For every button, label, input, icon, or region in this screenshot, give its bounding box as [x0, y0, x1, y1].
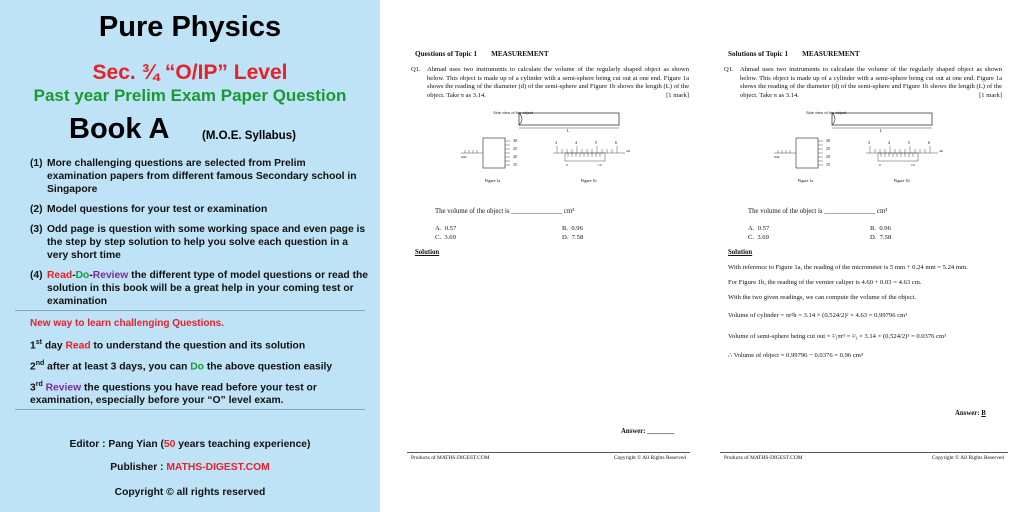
- answer-line: Answer: B: [955, 410, 986, 417]
- cover-panel: [0, 0, 380, 512]
- solution-line: With reference to Figure 1a, the reading of the micrometer is 5 mm + 0.24 mm = 5.24 mm.: [728, 264, 968, 271]
- tip-1: 1st day Read to understand the question and its solution: [30, 339, 306, 352]
- svg-text:15: 15: [513, 162, 517, 167]
- svg-text:10: 10: [911, 163, 915, 167]
- svg-text:20: 20: [826, 154, 830, 159]
- solution-line: ∴ Volume of object = 0.99796 − 0.0376 = 0.96 cm³: [728, 352, 863, 359]
- svg-text:10: 10: [598, 163, 602, 167]
- feature-point-2: (2) Model questions for your test or examination: [30, 204, 268, 215]
- solution-line: Volume of cylinder = πr²h = 3.14 × (0.524/2)² × 4.63 = 0.99796 cm³: [728, 312, 908, 319]
- svg-text:cm: cm: [939, 149, 944, 153]
- divider: [15, 310, 365, 311]
- svg-text:6: 6: [928, 140, 930, 145]
- option-d: D. 7.58: [870, 234, 892, 241]
- level-heading: Sec. ¾ “O/IP” Level: [92, 61, 288, 84]
- svg-text:30: 30: [513, 138, 517, 143]
- feature-point-3: (3) Odd page is question with some working space and even page is the step by step solution to help you solve each question in a very short time: [30, 224, 366, 261]
- svg-text:25: 25: [513, 146, 517, 151]
- option-d: D. 7.58: [562, 234, 584, 241]
- svg-text:6: 6: [615, 140, 617, 145]
- editor-line: Editor : Pang Yian (50 years teaching experience): [69, 439, 311, 450]
- copyright-line: Copyright © all rights reserved: [114, 487, 266, 498]
- feature-point-1: (1) More challenging questions are selected from Prelim examination papers from different famous Secondary school in Singapore: [30, 158, 357, 195]
- volume-prompt: The volume of the object is _______________ cm³: [435, 208, 575, 215]
- subtitle: Past year Prelim Exam Paper Question: [33, 86, 347, 105]
- solution-line: Volume of semi-sphere being cut out = ²⁄₃πr³ = ²⁄₃ × 3.14 × (0.524/2)³ = 0.0376 cm³: [728, 333, 947, 340]
- svg-text:Side view of the object: Side view of the object: [806, 110, 847, 115]
- option-a: A. 0.57: [748, 225, 770, 232]
- svg-text:5: 5: [908, 140, 910, 145]
- svg-text:5: 5: [595, 140, 597, 145]
- divider: [15, 409, 365, 410]
- svg-text:Figure 1b: Figure 1b: [581, 178, 597, 183]
- question-page: [395, 0, 700, 512]
- page-header: Solutions of Topic 1 MEASUREMENT: [728, 50, 860, 58]
- svg-text:cm: cm: [626, 149, 631, 153]
- tip-2: 2nd after at least 3 days, you can Do the above question easily: [30, 360, 333, 373]
- solution-heading: Solution: [415, 249, 440, 256]
- answer-blank: Answer: ________: [621, 428, 675, 435]
- publisher-line: Publisher : MATHS-DIGEST.COM: [110, 462, 270, 473]
- question-text: Q1. Ahmad uses two instruments to calculate the volume of the regularly shaped object as shown below. This object is made up of a cylinder with a semi-sphere being cut out at one end. Figure 1a shows the reading of the diameter (d) of the semi-sphere and Figure 1b shows the length (L) of the object. Take π as 3.14. [1 mark]: [411, 66, 689, 99]
- svg-text:3: 3: [555, 140, 557, 145]
- svg-text:25: 25: [826, 146, 830, 151]
- svg-text:20: 20: [513, 154, 517, 159]
- svg-text:3: 3: [868, 140, 870, 145]
- svg-text:4: 4: [575, 140, 577, 145]
- svg-text:Figure 1b: Figure 1b: [894, 178, 910, 183]
- svg-text:Figure 1a: Figure 1a: [798, 178, 814, 183]
- page-header: Questions of Topic 1 MEASUREMENT: [415, 50, 549, 58]
- option-c: C. 3.69: [435, 234, 456, 241]
- svg-text:mm: mm: [461, 155, 467, 159]
- svg-text:0: 0: [879, 163, 881, 167]
- volume-prompt: The volume of the object is _______________ cm³: [748, 208, 888, 215]
- svg-text:Figure 1a: Figure 1a: [485, 178, 501, 183]
- question-text: Q1. Ahmad uses two instruments to calculate the volume of the regularly shaped object as shown below. This object is made up of a cylinder with a semi-sphere being cut out at one end. Figure 1a shows the reading of the diameter (d) of the semi-sphere and Figure 1b shows the length (L) of the object. Take π as 3.14. [1 mark]: [724, 66, 1002, 99]
- measurement-figure: [455, 108, 635, 186]
- feature-point-4: (4) Read-Do-Review the different type of model questions or read the solution in this book will be a great help in your coming test or examination: [30, 270, 369, 307]
- option-a: A. 0.57: [435, 225, 457, 232]
- footer-right: Copyright © All Rights Reserved: [931, 455, 1004, 461]
- new-way-heading: New way to learn challenging Questions.: [30, 318, 224, 329]
- svg-text:30: 30: [826, 138, 830, 143]
- footer-right: Copyright © All Rights Reserved: [613, 455, 686, 461]
- svg-text:L: L: [880, 128, 883, 133]
- solution-line: With the two given readings, we can compute the volume of the object.: [728, 294, 916, 301]
- footer-left: Products of MATHS-DIGEST.COM: [411, 455, 490, 461]
- svg-text:15: 15: [826, 162, 830, 167]
- svg-text:L: L: [567, 128, 570, 133]
- option-b: B. 0.96: [870, 225, 891, 232]
- book-label: Book A: [69, 113, 170, 145]
- book-title: Pure Physics: [98, 11, 282, 43]
- option-c: C. 3.69: [748, 234, 769, 241]
- solution-line: For Figure 1b, the reading of the vernier caliper is 4.60 + 0.03 = 4.63 cm.: [728, 279, 922, 286]
- solution-page: [708, 0, 1018, 512]
- solution-heading: Solution: [728, 249, 753, 256]
- svg-text:Side view of the object: Side view of the object: [493, 110, 534, 115]
- tip-3: 3rd Review the questions you have read before your test or examination, especially before your “O” level exam.: [30, 381, 317, 407]
- svg-text:0: 0: [566, 163, 568, 167]
- svg-text:4: 4: [888, 140, 890, 145]
- option-b: B. 0.96: [562, 225, 583, 232]
- footer-left: Products of MATHS-DIGEST.COM: [724, 455, 803, 461]
- footer-rule: [407, 452, 690, 453]
- measurement-figure: [768, 108, 948, 186]
- footer-rule: [720, 452, 1008, 453]
- syllabus-label: (M.O.E. Syllabus): [202, 130, 296, 142]
- svg-text:mm: mm: [774, 155, 780, 159]
